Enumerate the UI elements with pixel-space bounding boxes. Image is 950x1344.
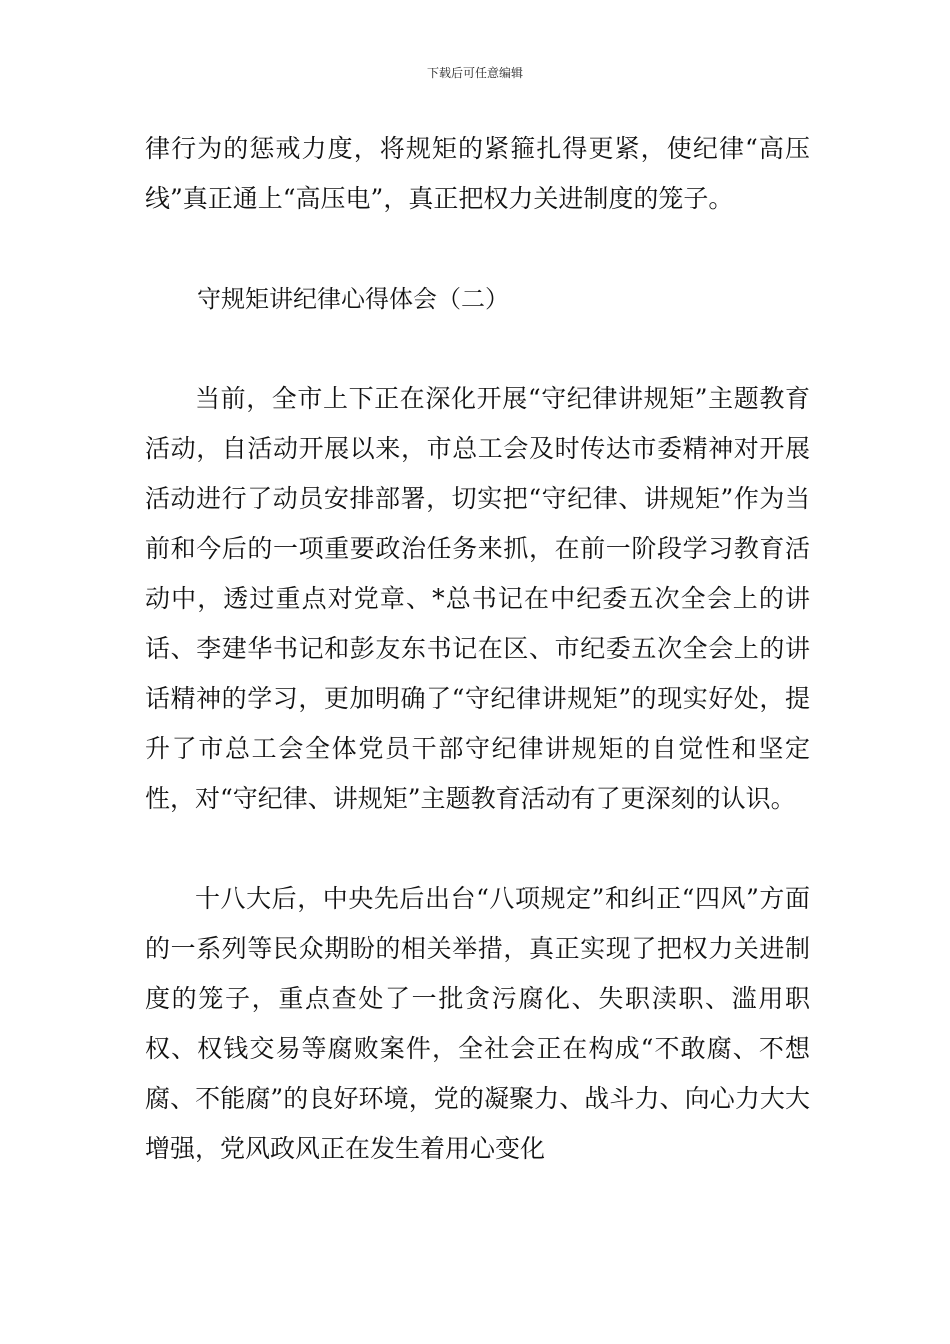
page-header-note: 下载后可任意编辑 xyxy=(426,66,523,80)
paragraph-2: 十八大后，中央先后出台“八项规定”和纠正“四风”方面的一系列等民众期盼的相关举措，真正实现了把权力关进制度的笼子，重点查处了一批贪污腐化、失职渎职、滥用职权、权钱交易等腐败案件，全社会正在构成“不敢腐、不想腐、不能腐”的良好环境，党的凝聚力、战斗力、向心力大大增强，党风政风正在发生着用心变化 xyxy=(145,884,810,1163)
document-body xyxy=(145,124,810,1174)
paragraph-1: 当前，全市上下正在深化开展“守纪律讲规矩”主题教育活动，自活动开展以来，市总工会及时传达市委精神对开展活动进行了动员安排部署，切实把“守纪律、讲规矩”作为当前和今后的一项重要政治任务来抓，在前一阶段学习教育活动中，透过重点对党章、*总书记在中纪委五次全会上的讲话、李建华书记和彭友东书记在区、市纪委五次全会上的讲话精神的学习，更加明确了“守纪律讲规矩”的现实好处，提升了市总工会全体党员干部守纪律讲规矩的自觉性和坚定性，对“守纪律、讲规矩”主题教育活动有了更深刻的认识。 xyxy=(145,384,810,813)
paragraph-gap xyxy=(145,324,810,374)
paragraph-gap xyxy=(145,224,810,274)
paragraph-gap xyxy=(145,824,810,874)
paragraph-continuation: 律行为的惩戒力度，将规矩的紧箍扎得更紧，使纪律“高压线”真正通上“高压电”，真正把权力关进制度的笼子。 xyxy=(145,134,810,213)
section-heading: 守规矩讲纪律心得体会（二） xyxy=(197,285,509,313)
